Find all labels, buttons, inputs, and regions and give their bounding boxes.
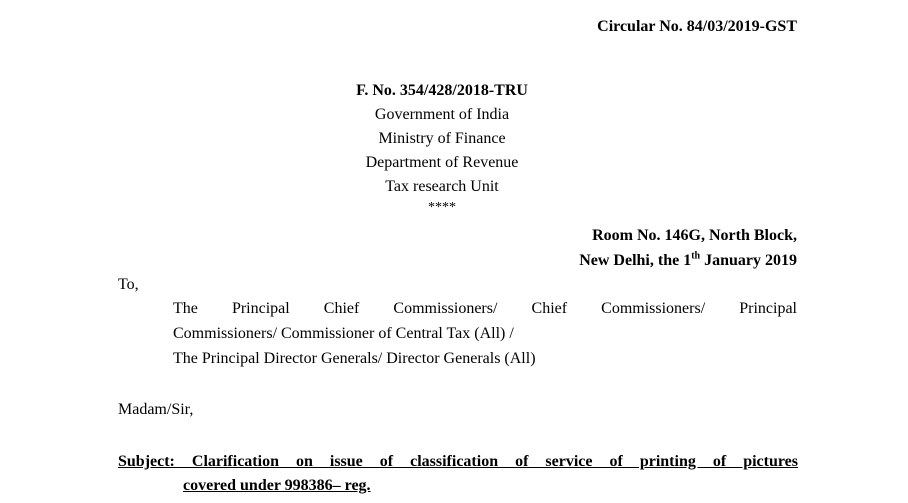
header-line-department: Department of Revenue bbox=[365, 154, 519, 171]
recipient-word: Principal bbox=[739, 300, 797, 317]
recipient-word: Chief bbox=[323, 300, 360, 317]
header-line-unit: Tax research Unit bbox=[385, 178, 499, 195]
date-prefix: New Delhi, the 1 bbox=[579, 252, 692, 269]
recipient-word: Chief bbox=[531, 300, 568, 317]
recipients-line-1 bbox=[173, 297, 797, 321]
subject-line-2: covered under 998386– reg. bbox=[183, 477, 371, 494]
recipients-line-2: Commissioners/ Commissioner of Central Tax (All) / bbox=[173, 325, 514, 342]
recipient-word: Commissioners/ bbox=[601, 300, 706, 317]
header-line-government: Government of India bbox=[374, 106, 510, 123]
date-superscript: th bbox=[691, 250, 701, 262]
header-separator: **** bbox=[428, 200, 456, 215]
recipient-word: Principal bbox=[231, 300, 290, 317]
salutation: Madam/Sir, bbox=[118, 401, 194, 418]
recipient-word: Commissioners/ bbox=[393, 300, 498, 317]
date-suffix: January 2019 bbox=[700, 252, 797, 269]
circular-number: Circular No. 84/03/2019-GST bbox=[597, 18, 797, 35]
file-number: F. No. 354/428/2018-TRU bbox=[356, 82, 528, 99]
to-label: To, bbox=[118, 276, 139, 293]
address-room: Room No. 146G, North Block, bbox=[592, 227, 797, 244]
recipient-word: The bbox=[173, 300, 198, 317]
recipients-line-3: The Principal Director Generals/ Director Generals (All) bbox=[173, 350, 536, 367]
subject-line-1: Subject: Clarification on issue of classification of service of printing of pictures bbox=[118, 453, 798, 470]
address-date bbox=[579, 249, 797, 273]
header-line-ministry: Ministry of Finance bbox=[378, 130, 506, 147]
